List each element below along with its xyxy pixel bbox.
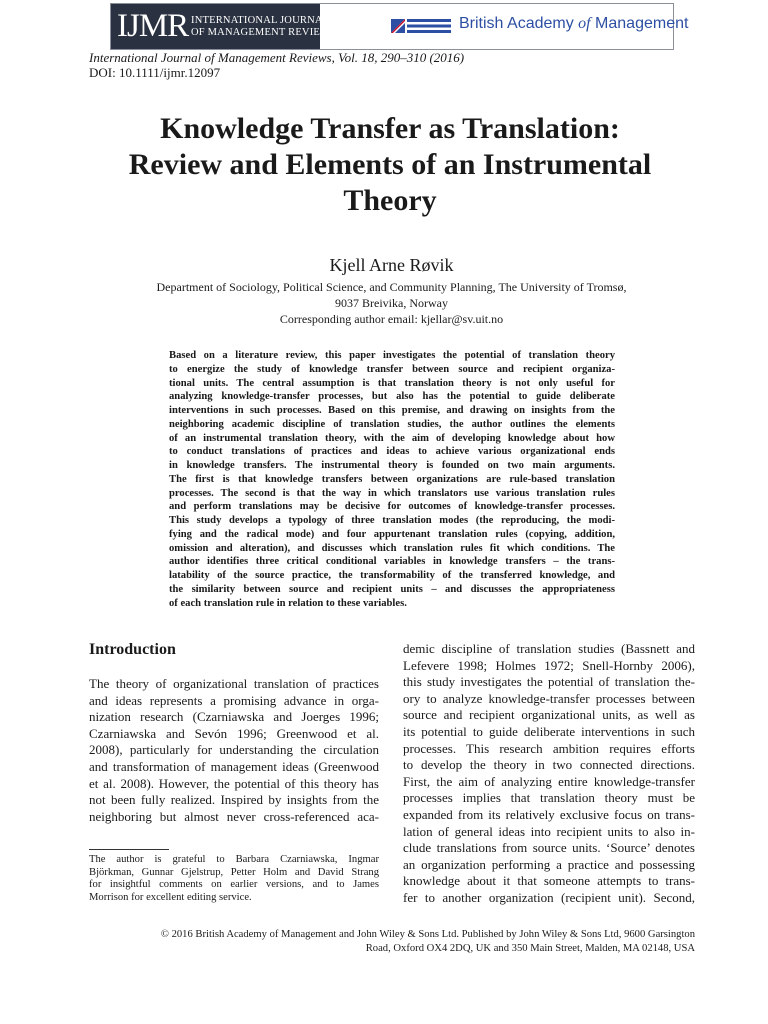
title-line: Review and Elements of an Instrumental bbox=[128, 148, 652, 181]
body-line: not been fully realized. Inspired by insights from the bbox=[89, 792, 379, 808]
abstract-line: and perform translations may be decisive for outcomes of knowledge-transfer processes. bbox=[169, 501, 615, 513]
abstract-line: of an instrumental translation theory, with the aim of developing knowledge about how bbox=[169, 432, 615, 444]
body-line: and ideas represents a promising advance in orga- bbox=[89, 692, 379, 708]
copyright-line: Road, Oxford OX4 2DQ, UK and 350 Main Street, Malden, MA 02148, USA bbox=[365, 943, 695, 954]
abstract-line: latability of the source practice, the transformability of the transferred knowledge, and bbox=[169, 570, 615, 581]
abstract bbox=[169, 349, 615, 610]
journal-acronym: IJMR bbox=[117, 8, 189, 44]
title-line: Knowledge Transfer as Translation: bbox=[160, 112, 620, 145]
body-line: its potential to guide deliberate interventions in such bbox=[403, 723, 695, 739]
acknowledgement-footnote bbox=[89, 854, 379, 904]
paper-title bbox=[60, 111, 720, 219]
body-line: Lefevere 1998; Holmes 1972; Snell-Hornby 2006), bbox=[403, 657, 695, 673]
section-heading-introduction: Introduction bbox=[89, 641, 176, 658]
body-line: to develop the theory in two connected directions. bbox=[403, 757, 695, 773]
body-line: processes implies that translation theory must be bbox=[403, 790, 695, 806]
abstract-line: fying and the radical mode) and four appurtenant translation rules (copying, addition, bbox=[169, 528, 615, 540]
abstract-line: author identifies three critical conditional variables in knowledge transfers – the trans- bbox=[169, 556, 615, 568]
abstract-line: to conduct translations of practices and ideas to achieve various organizational ends bbox=[169, 446, 615, 458]
footnote-line: for insightful comments on earlier versions, and to James bbox=[89, 879, 379, 891]
body-line: neighboring but almost never cross-referenced aca- bbox=[89, 808, 379, 824]
right-column-text bbox=[403, 641, 695, 907]
copyright-line: © 2016 British Academy of Management and John Wiley & Sons Ltd. Published by John Wiley & Sons Ltd, 9600 Garsington bbox=[160, 929, 695, 940]
abstract-line: to energize the study of knowledge transfer between source and recipient organiza- bbox=[169, 363, 615, 375]
abstract-line: of each translation rule in relation to these variables. bbox=[169, 597, 407, 609]
abstract-line: in knowledge transfers. The instrumental theory is founded on two main arguments. bbox=[169, 460, 615, 471]
doi: DOI: 10.1111/ijmr.12097 bbox=[89, 65, 221, 80]
abstract-line: This study develops a typology of three translation modes (the reproducing, the modi- bbox=[169, 515, 615, 526]
abstract-line: tional units. The central assumption is that translation theory is not only useful for bbox=[169, 377, 615, 389]
body-line: processes. This research ambition requires efforts bbox=[403, 740, 695, 756]
body-line: ory to analyze knowledge-transfer processes between bbox=[403, 690, 695, 706]
affiliation-line: Corresponding author email: kjellar@sv.uit.no bbox=[279, 312, 504, 326]
ijmr-logo bbox=[111, 4, 337, 49]
body-line: clude translations from source units. ‘Source’ denotes bbox=[403, 840, 695, 856]
footnote-divider bbox=[89, 849, 169, 850]
author-name: Kjell Arne Røvik bbox=[329, 255, 454, 275]
body-line: Czarniawska and Sevón 1996; Greenwood et al. bbox=[89, 725, 379, 741]
body-line: expanded from its relatively exclusive focus on trans- bbox=[403, 806, 695, 822]
abstract-line: interventions in such processes. Based on this premise, and drawing on insights from the bbox=[169, 405, 615, 416]
body-line: knowledge about it that someone attempts to trans- bbox=[403, 873, 695, 889]
abstract-line: The first is that knowledge transfers between organizations are rule-based translation bbox=[169, 473, 615, 485]
journal-name-line2: OF MANAGEMENT REVIEWS bbox=[191, 27, 337, 38]
body-line: source and recipient organizational units, as well as bbox=[403, 707, 695, 723]
abstract-line: the similarity between source and recipient units – and discusses the appropriateness bbox=[169, 583, 615, 595]
publisher-name: British Academy of Management bbox=[459, 15, 689, 32]
bam-flag-icon bbox=[391, 19, 451, 33]
body-line: nization research (Czarniawska and Joerges 1996; bbox=[89, 709, 379, 725]
abstract-line: neighboring academic discipline of translation studies, the author outlines the elements bbox=[169, 418, 615, 430]
copyright-notice bbox=[89, 928, 695, 956]
body-line: 2008), particularly for understanding the circulation bbox=[89, 742, 379, 758]
abstract-line: omission and alteration), and discusses which translation rules fit which conditions. The bbox=[169, 542, 615, 554]
abstract-line: processes. The second is that the way in which translators use various translation rules bbox=[169, 487, 615, 499]
journal-name-line1: INTERNATIONAL JOURNAL bbox=[191, 15, 330, 26]
body-line: and transformation of management ideas (Greenwood bbox=[89, 758, 379, 774]
body-line: demic discipline of translation studies (Bassnett and bbox=[403, 641, 695, 656]
body-line: The theory of organizational translation of practices bbox=[89, 676, 379, 691]
left-column-text bbox=[89, 676, 379, 825]
body-line: et al. 2008). However, the potential of this theory has bbox=[89, 775, 379, 791]
body-line: fer to another organization (recipient unit). Second, bbox=[403, 889, 695, 905]
affiliation-line: 9037 Breivika, Norway bbox=[335, 296, 448, 310]
footnote-line: The author is grateful to Barbara Czarniawska, Ingmar bbox=[89, 854, 379, 865]
body-line: this study investigates the potential of translation the- bbox=[403, 674, 695, 690]
journal-citation: International Journal of Management Reviews, Vol. 18, 290–310 (2016) bbox=[89, 50, 465, 65]
author-affiliation bbox=[0, 279, 768, 327]
footnote-line: Morrison for excellent editing service. bbox=[89, 891, 252, 903]
footnote-line: Björkman, Gunnar Gjelstrup, Petter Holm and David Strang bbox=[89, 866, 379, 878]
body-line: First, the aim of analyzing entire knowledge-transfer bbox=[403, 773, 695, 789]
affiliation-line: Department of Sociology, Political Science, and Community Planning, The University of Tromsø, bbox=[156, 280, 627, 294]
title-line: Theory bbox=[343, 184, 437, 217]
body-line: an organization performing a practice and possessing bbox=[403, 856, 695, 872]
abstract-line: Based on a literature review, this paper investigates the potential of translation theory bbox=[169, 350, 615, 361]
body-line: lation of general ideas into recipient units to also in- bbox=[403, 823, 695, 839]
journal-banner bbox=[110, 3, 689, 50]
abstract-line: analyzing knowledge-transfer processes, but also has the potential to guide deliberate bbox=[169, 391, 615, 403]
